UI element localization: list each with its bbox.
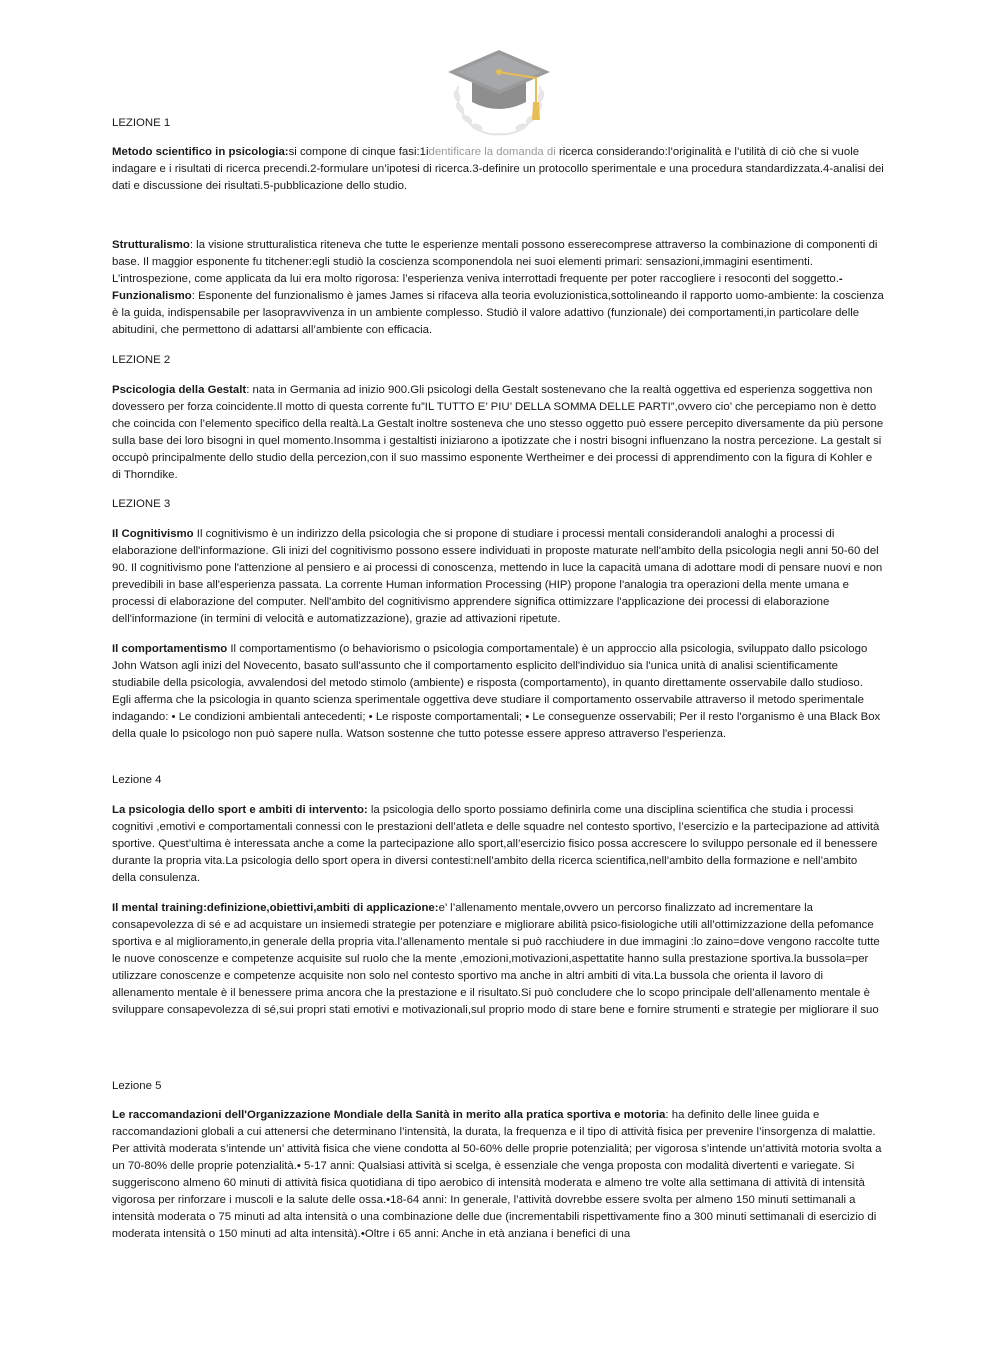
oms-text: : ha definito delle linee guida e raccomandazioni globali a cui attenersi che determinano l’intensità, la durata, la frequenza e il tipo di attività fisica per prevenire l’insorgenza di malattie. Per attività moderata s’intende un’ attività fisica che viene condotta al 50-60% delle proprie potenzialità; per vigorosa s’intende un’attività motoria svolta a un 70-80% delle proprie potenzialità.• 5-17 anni: Qualsiasi attività si scelga, è essenziale che venga proposta con modalità divertenti e variegate. Si suggeriscono almeno 60 minuti di attività fisica quotidiana di tipo aerobico di intensità moderata e almeno tre volte alla settimana di attività di intensità vigorosa per rinforzare i muscoli e la salute delle ossa.•18-64 anni: In generale, l’attività dovrebbe essere svolta per almeno 150 minuti settimanali a intensità moderata o 75 minuti ad alta intensità o una combinazione delle due (incrementabili rispettivamente fino a 300 minuti settimanali di esercizio di moderata intensità o 150 minuti ad alta intensità).•Oltre i 65 anni: Anche in età anziana i benefici di una: [112, 1109, 882, 1240]
cognitivismo-term: Il Cognitivismo: [112, 528, 194, 540]
lesson-2-heading: LEZIONE 2: [112, 354, 171, 366]
cognitivismo-text: Il cognitivismo è un indirizzo della psicologia che si propone di studiare i processi mentali considerandoli analoghi a processi di elaborazione dell'informazione. Gli inizi del cognitivismo possono essere individuati in proposte maturate nell'ambito della psicologia negli anni 50-60 del 90. Il cognitivismo pone l'attenzione al pensiero e ai processi di conoscenza, mettendo in luce la capacità umana di adottare modi di pensare nuovi e non prevedibili in base all'esperienza passata. La corrente Human information Processing (HIP) propone l'analogia tra operazioni della mente umana e processi di elaborazione del computer. Nell'ambito del cognitivismo apprendere significa ottimizzare l'applicazione dei processi di elaborazione dell'informazione (in termini di velocità e automatizzazione), grazie ad attivazioni ripetute.: [112, 528, 883, 625]
comportamentismo-text: Il comportamentismo (o behaviorismo o psicologia comportamentale) è un approccio alla psicologia, sviluppato dallo psicologo John Watson agli inizi del Novecento, basato sull'assunto che il comportamento esplicito dell'individuo sia l'unica unità di analisi scientificamente studiabile della psicologia, avvalendosi del metodo stimolo (ambiente) e risposta (comportamento), in quanto direttamente osservabile dallo studioso. Egli afferma che la psicologia in quanto scienza sperimentale oggettiva deve studiare il comportamento osservabile attraverso il metodo sperimentale indagando: • Le condizioni ambientali antecedenti; • Le risposte comportamentali; • Le conseguenze osservabili; Per il resto l'organismo è una Black Box della quale lo psicologo non può sapere nulla. Watson sostenne che tutto potesse essere appreso attraverso l'esperienza.: [112, 643, 881, 740]
metodo-text-watermarked: dentificare la domanda di: [428, 146, 556, 158]
metodo-paragraph: [112, 144, 884, 195]
funzionalismo-term: - Funzionalismo: [112, 273, 843, 302]
gestalt-paragraph: [112, 382, 884, 484]
gestalt-text: : nata in Germania ad inizio 900.Gli psicologi della Gestalt sostenevano che la realtà oggettiva ed esperienza soggettiva non dovessero per forza coincidente.Il motto di questa corrente fu”IL TUTTO E’ PIU’ DELLA SOMMA DELLE PARTI”,ovvero cio’ che percepiamo non è detto che coincida con l’elemento specifico della realtà.La Gestalt inoltre sosteneva che uno stesso oggetto può essere percepito diversamente da più persone sulla base dei loro bisogni in quel momento.Insomma i gestaltisti iniziarono a ipotizzate che i nostri bisogni influenzano la nostra percezione. La gestalt si occupò principalmente dello studio della percezion,con il suo massimo esponente Wertheimer e dei processi di apprendimento con la figura di Kohler e di Thorndike.: [112, 384, 884, 481]
mental-training-term: Il mental training:definizione,obiettivi,ambiti di applicazione:: [112, 902, 439, 914]
comportamentismo-term: Il comportamentismo: [112, 643, 228, 655]
oms-term: Le raccomandazioni dell'Organizzazione Mondiale della Sanità in merito alla pratica sportiva e motoria: [112, 1109, 666, 1121]
funzionalismo-text: : Esponente del funzionalismo è james James si rifaceva alla teoria evoluzionistica,sottolineando il rapporto uomo-ambiente: la coscienza è la guida, indispensabile per lasopravvivenza in un ambiente complesso. Studiò il valore adattivo (funzionale) dei comportamenti,in particolare delle abitudini, che permettono di adattarsi all’ambiente con efficacia.: [112, 290, 884, 336]
lesson-5-heading: Lezione 5: [112, 1080, 162, 1092]
metodo-text-a: si compone di cinque fasi:1i: [288, 146, 429, 158]
lesson-4-heading: Lezione 4: [112, 774, 162, 786]
graduation-cap-logo: [444, 46, 554, 138]
strutturalismo-term: Strutturalismo: [112, 239, 190, 251]
lesson-3-heading: LEZIONE 3: [112, 498, 171, 510]
sport-text: la psicologia dello sporto possiamo definirla come una disciplina scientifica che studia i processi cognitivi ,emotivi e comportamentali connessi con le prestazioni dell’atleta e delle squadre nel contesto sportivo, l’esercizio e la partecipazione ad attività sportive. Quest’ultima è interessata anche a come la partecipazione allo sport,all’esercizio fisico possa accrescere lo sviluppo personale ed il benessere durante la propria vita.La psicologia dello sport opera in diversi contesti:nell’ambito della ricerca scientifica,nell’ambito della formazione e nell’ambito della consulenza.: [112, 804, 880, 884]
metodo-text-b: ricerca considerando:l’originalità e l’utilità di ciò che si vuole indagare e i risultati di ricerca precendi.2-formulare un’ipotesi di ricerca.3-definire un protocollo sperimentale e una procedura standardizzata.4-analisi dei dati e discussione dei risultati.5-pubblicazione dello studio.: [112, 146, 884, 192]
gestalt-term: Pscicologia della Gestalt: [112, 384, 247, 396]
strutturalismo-paragraph: [112, 237, 884, 339]
metodo-term: Metodo scientifico in psicologia:: [112, 146, 289, 158]
strutturalismo-text: : la visione strutturalistica riteneva che tutte le esperienze mentali possono esserecomprese attraverso la combinazione di componenti di base. Il maggior esponente fu titchener:egli studiò la coscienza scomponendola nei suoi elementi primari: sensazioni,immagini esentimenti. L’introspezione, come applicata da lui era molto rigorosa: l’esperienza veniva interrottadi frequente per poter raccogliere i resoconti del soggetto.: [112, 239, 878, 285]
oms-paragraph: [112, 1107, 884, 1243]
comportamentismo-paragraph: [112, 641, 884, 743]
sport-term: La psicologia dello sport e ambiti di intervento:: [112, 804, 368, 816]
sport-paragraph: [112, 802, 884, 887]
mental-training-paragraph: [112, 900, 884, 1019]
lesson-1-heading: LEZIONE 1: [112, 117, 171, 129]
cognitivismo-paragraph: [112, 526, 884, 628]
mental-training-text: e’ l’allenamento mentale,ovvero un percorso finalizzato ad incrementare la consapevolezza di sé e ad acquistare un insiemedi strategie per potenziare e migliorare abilità psico-fisiologiche utili all’ottimizzazione della pefomance sportiva e al miglioramento,in generale della propria vita.l’allenamento mentale si può racchiudere in due immagini :lo zaino=dove vengono raccolte tutte le nuove conoscenze e competenze acquisite sul ruolo che la mente ,emozioni,motivazioni,aspettatite hanno sulla prestazione sportiva.la bussola=per utilizzare conoscenze e competenze acquisite non solo nel contesto sportivo ma anche in altri ambiti di vita.La bussola che orienta il lavoro di allenamento mentale è il benessere prima ancora che la prestazione e il risultato.Si può concludere che lo scopo principale dell’allenamento mentale è sviluppare consapevolezza di sé,sui propri stati emotivi e motivazionali,sul proprio modo di stare bene e fornire strumenti e strategie per migliorare il suo: [112, 902, 880, 1016]
